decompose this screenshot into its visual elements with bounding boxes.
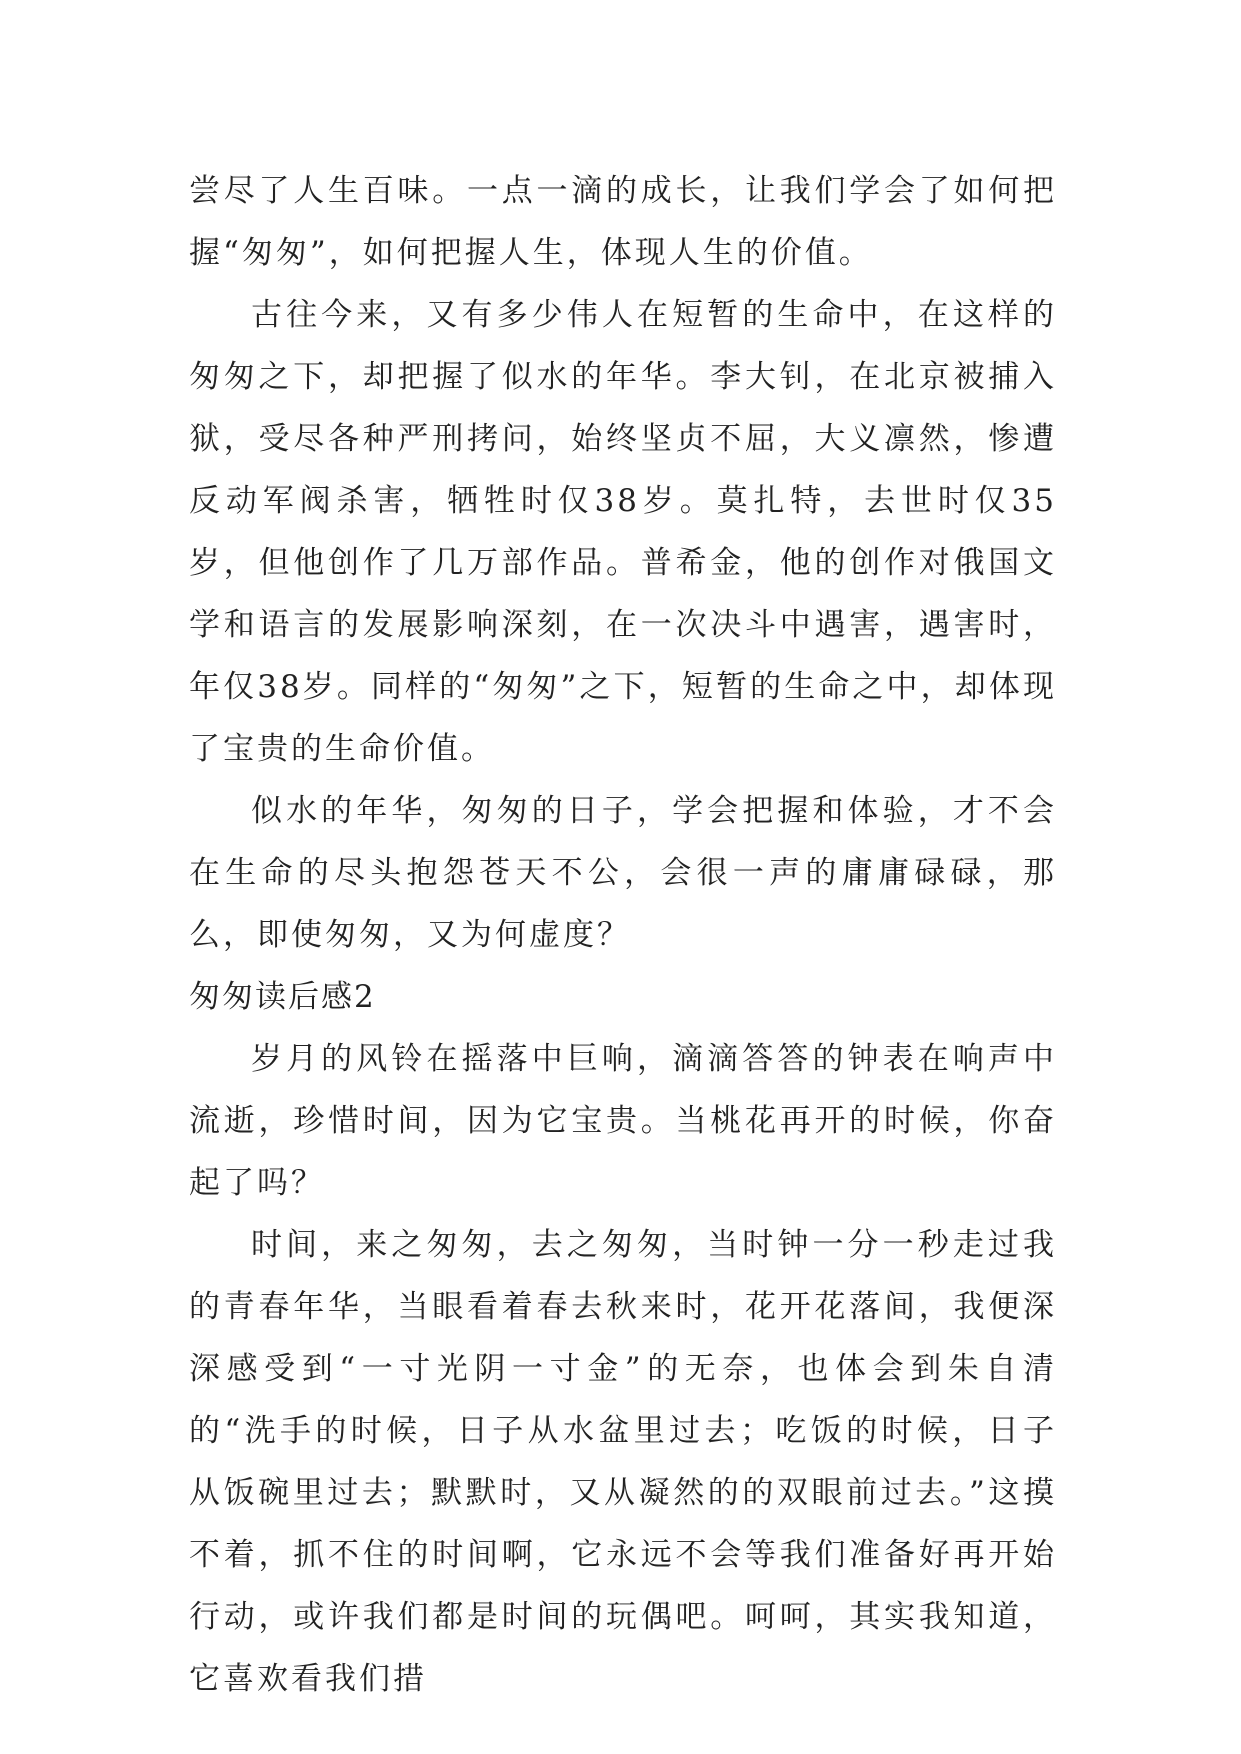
section-heading: 匆匆读后感2 xyxy=(189,979,376,1015)
paragraph-conclusion: 似水的年华，匆匆的日子，学会把握和体验，才不会在生命的尽头抱怨苍天不公，会很一声的庸庸碌碌，那么，即使匆匆，又为何虚度？ xyxy=(189,793,1057,953)
paragraph-historical-figures: 古往今来，又有多少伟人在短暂的生命中，在这样的匆匆之下，却把握了似水的年华。李大钊，在北京被捕入狱，受尽各种严刑拷问，始终坚贞不屈，大义凛然，惨遭反动军阀杀害，牺牲时仅38岁。莫扎特，去世时仅35岁，但他创作了几万部作品。普希金，他的创作对俄国文学和语言的发展影响深刻，在一次决斗中遇害，遇害时，年仅38岁。同样的“匆匆”之下，短暂的生命之中，却体现了宝贵的生命价值。 xyxy=(189,297,1057,767)
paragraph-time-passing: 时间，来之匆匆，去之匆匆，当时钟一分一秒走过我的青春年华，当眼看着春去秋来时，花开花落间，我便深深感受到“一寸光阴一寸金”的无奈，也体会到朱自清的“洗手的时候，日子从水盆里过去；吃饭的时候，日子从饭碗里过去；默默时，又从凝然的的双眼前过去。”这摸不着，抓不住的时间啊，它永远不会等我们准备好再开始行动，或许我们都是时间的玩偶吧。呵呵，其实我知道，它喜欢看我们措 xyxy=(189,1227,1057,1697)
paragraph-continuation: 尝尽了人生百味。一点一滴的成长，让我们学会了如何把握“匆匆”，如何把握人生，体现人生的价值。 xyxy=(189,173,1057,271)
paragraph-wind-chime: 岁月的风铃在摇落中巨响，滴滴答答的钟表在响声中流逝，珍惜时间，因为它宝贵。当桃花再开的时候，你奋起了吗？ xyxy=(189,1041,1057,1201)
document-body xyxy=(189,160,1057,1710)
